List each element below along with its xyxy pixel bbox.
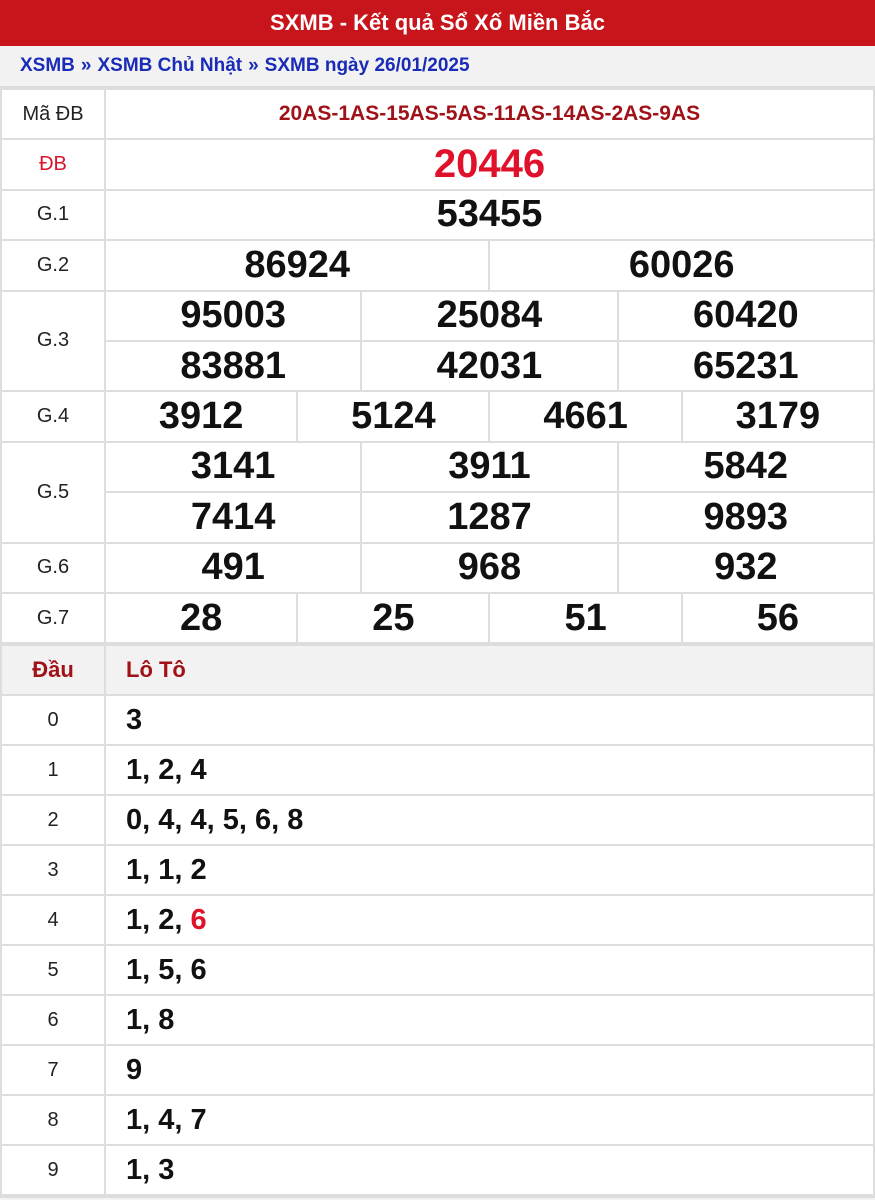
- g7-label: G.7: [1, 593, 105, 643]
- special-prize-label: ĐB: [1, 139, 105, 189]
- g3-number: 95003: [105, 291, 361, 341]
- row-g1: [1, 190, 874, 240]
- g6-number: 968: [361, 543, 617, 593]
- g1-label: G.1: [1, 190, 105, 240]
- loto-row: [1, 1145, 874, 1195]
- loto-head-digit: 4: [1, 895, 105, 945]
- loto-row: [1, 1095, 874, 1145]
- loto-values: 3: [105, 695, 874, 745]
- row-g2: [1, 240, 874, 290]
- loto-head-digit: 7: [1, 1045, 105, 1095]
- loto-row: [1, 695, 874, 745]
- loto-values: 0, 4, 4, 5, 6, 8: [105, 795, 874, 845]
- g4-number: 5124: [297, 391, 489, 441]
- loto-row: [1, 995, 874, 1045]
- results-table: [0, 88, 875, 644]
- g4-number: 3912: [105, 391, 297, 441]
- loto-row: [1, 1045, 874, 1095]
- breadcrumb-separator: »: [248, 55, 259, 76]
- loto-head-digit: 2: [1, 795, 105, 845]
- g2-number: 86924: [105, 240, 489, 290]
- loto-values-text: 1, 2,: [126, 903, 191, 936]
- g6-number: 932: [618, 543, 874, 593]
- loto-head-digit: 8: [1, 1095, 105, 1145]
- g3-label: G.3: [1, 291, 105, 392]
- g5-number: 7414: [105, 492, 361, 542]
- g5-number: 9893: [618, 492, 874, 542]
- loto-values: 1, 5, 6: [105, 945, 874, 995]
- g5-number: 3141: [105, 442, 361, 492]
- breadcrumb-link-date[interactable]: SXMB ngày 26/01/2025: [264, 55, 470, 76]
- loto-head-digit: 0: [1, 695, 105, 745]
- g7-number: 56: [682, 593, 874, 643]
- g7-number: 28: [105, 593, 297, 643]
- madb-value: 20AS-1AS-15AS-5AS-11AS-14AS-2AS-9AS: [105, 89, 874, 139]
- row-g4: [1, 391, 874, 441]
- breadcrumb-link-xsmb[interactable]: XSMB: [20, 55, 75, 76]
- g3-number: 65231: [618, 341, 874, 391]
- row-madb: [1, 89, 874, 139]
- row-g3: [1, 291, 874, 341]
- loto-row: [1, 795, 874, 845]
- g7-number: 51: [489, 593, 681, 643]
- g6-number: 491: [105, 543, 361, 593]
- g3-number: 60420: [618, 291, 874, 341]
- special-prize-number: 20446: [105, 139, 874, 189]
- loto-head-digit: 3: [1, 845, 105, 895]
- row-g7: [1, 593, 874, 643]
- loto-values: 1, 8: [105, 995, 874, 1045]
- loto-head-digit: 5: [1, 945, 105, 995]
- g4-label: G.4: [1, 391, 105, 441]
- g2-label: G.2: [1, 240, 105, 290]
- dau-header: Đầu: [1, 645, 105, 695]
- breadcrumb: [0, 46, 875, 88]
- loto-head-digit: 1: [1, 745, 105, 795]
- g6-label: G.6: [1, 543, 105, 593]
- madb-label: Mã ĐB: [1, 89, 105, 139]
- page-title: SXMB - Kết quả Sổ Xố Miền Bắc: [270, 10, 605, 35]
- g5-number: 5842: [618, 442, 874, 492]
- loto-values: 1, 2, 4: [105, 745, 874, 795]
- loto-row: [1, 745, 874, 795]
- breadcrumb-link-sunday[interactable]: XSMB Chủ Nhật: [97, 55, 243, 76]
- row-special-prize: [1, 139, 874, 189]
- row-g3: [1, 341, 874, 391]
- loto-row: [1, 895, 874, 945]
- g4-number: 4661: [489, 391, 681, 441]
- g3-number: 42031: [361, 341, 617, 391]
- g4-number: 3179: [682, 391, 874, 441]
- loto-row: [1, 845, 874, 895]
- g5-label: G.5: [1, 442, 105, 543]
- g1-number: 53455: [105, 190, 874, 240]
- row-g5: [1, 492, 874, 542]
- row-g6: [1, 543, 874, 593]
- g7-number: 25: [297, 593, 489, 643]
- loto-header: Lô Tô: [105, 645, 874, 695]
- loto-table: [0, 644, 875, 1196]
- loto-row: [1, 945, 874, 995]
- g2-number: 60026: [489, 240, 874, 290]
- loto-values: 1, 1, 2: [105, 845, 874, 895]
- loto-special-highlight: 6: [190, 903, 207, 936]
- g5-number: 1287: [361, 492, 617, 542]
- breadcrumb-separator: »: [80, 55, 92, 76]
- g3-number: 25084: [361, 291, 617, 341]
- loto-header-row: [1, 645, 874, 695]
- loto-values: 1, 3: [105, 1145, 874, 1195]
- page-header: [0, 0, 875, 46]
- footer-strip: [0, 1196, 875, 1200]
- loto-head-digit: 6: [1, 995, 105, 1045]
- loto-values: 9: [105, 1045, 874, 1095]
- loto-values: 1, 4, 7: [105, 1095, 874, 1145]
- loto-head-digit: 9: [1, 1145, 105, 1195]
- row-g5: [1, 442, 874, 492]
- g5-number: 3911: [361, 442, 617, 492]
- g3-number: 83881: [105, 341, 361, 391]
- loto-values: [105, 895, 874, 945]
